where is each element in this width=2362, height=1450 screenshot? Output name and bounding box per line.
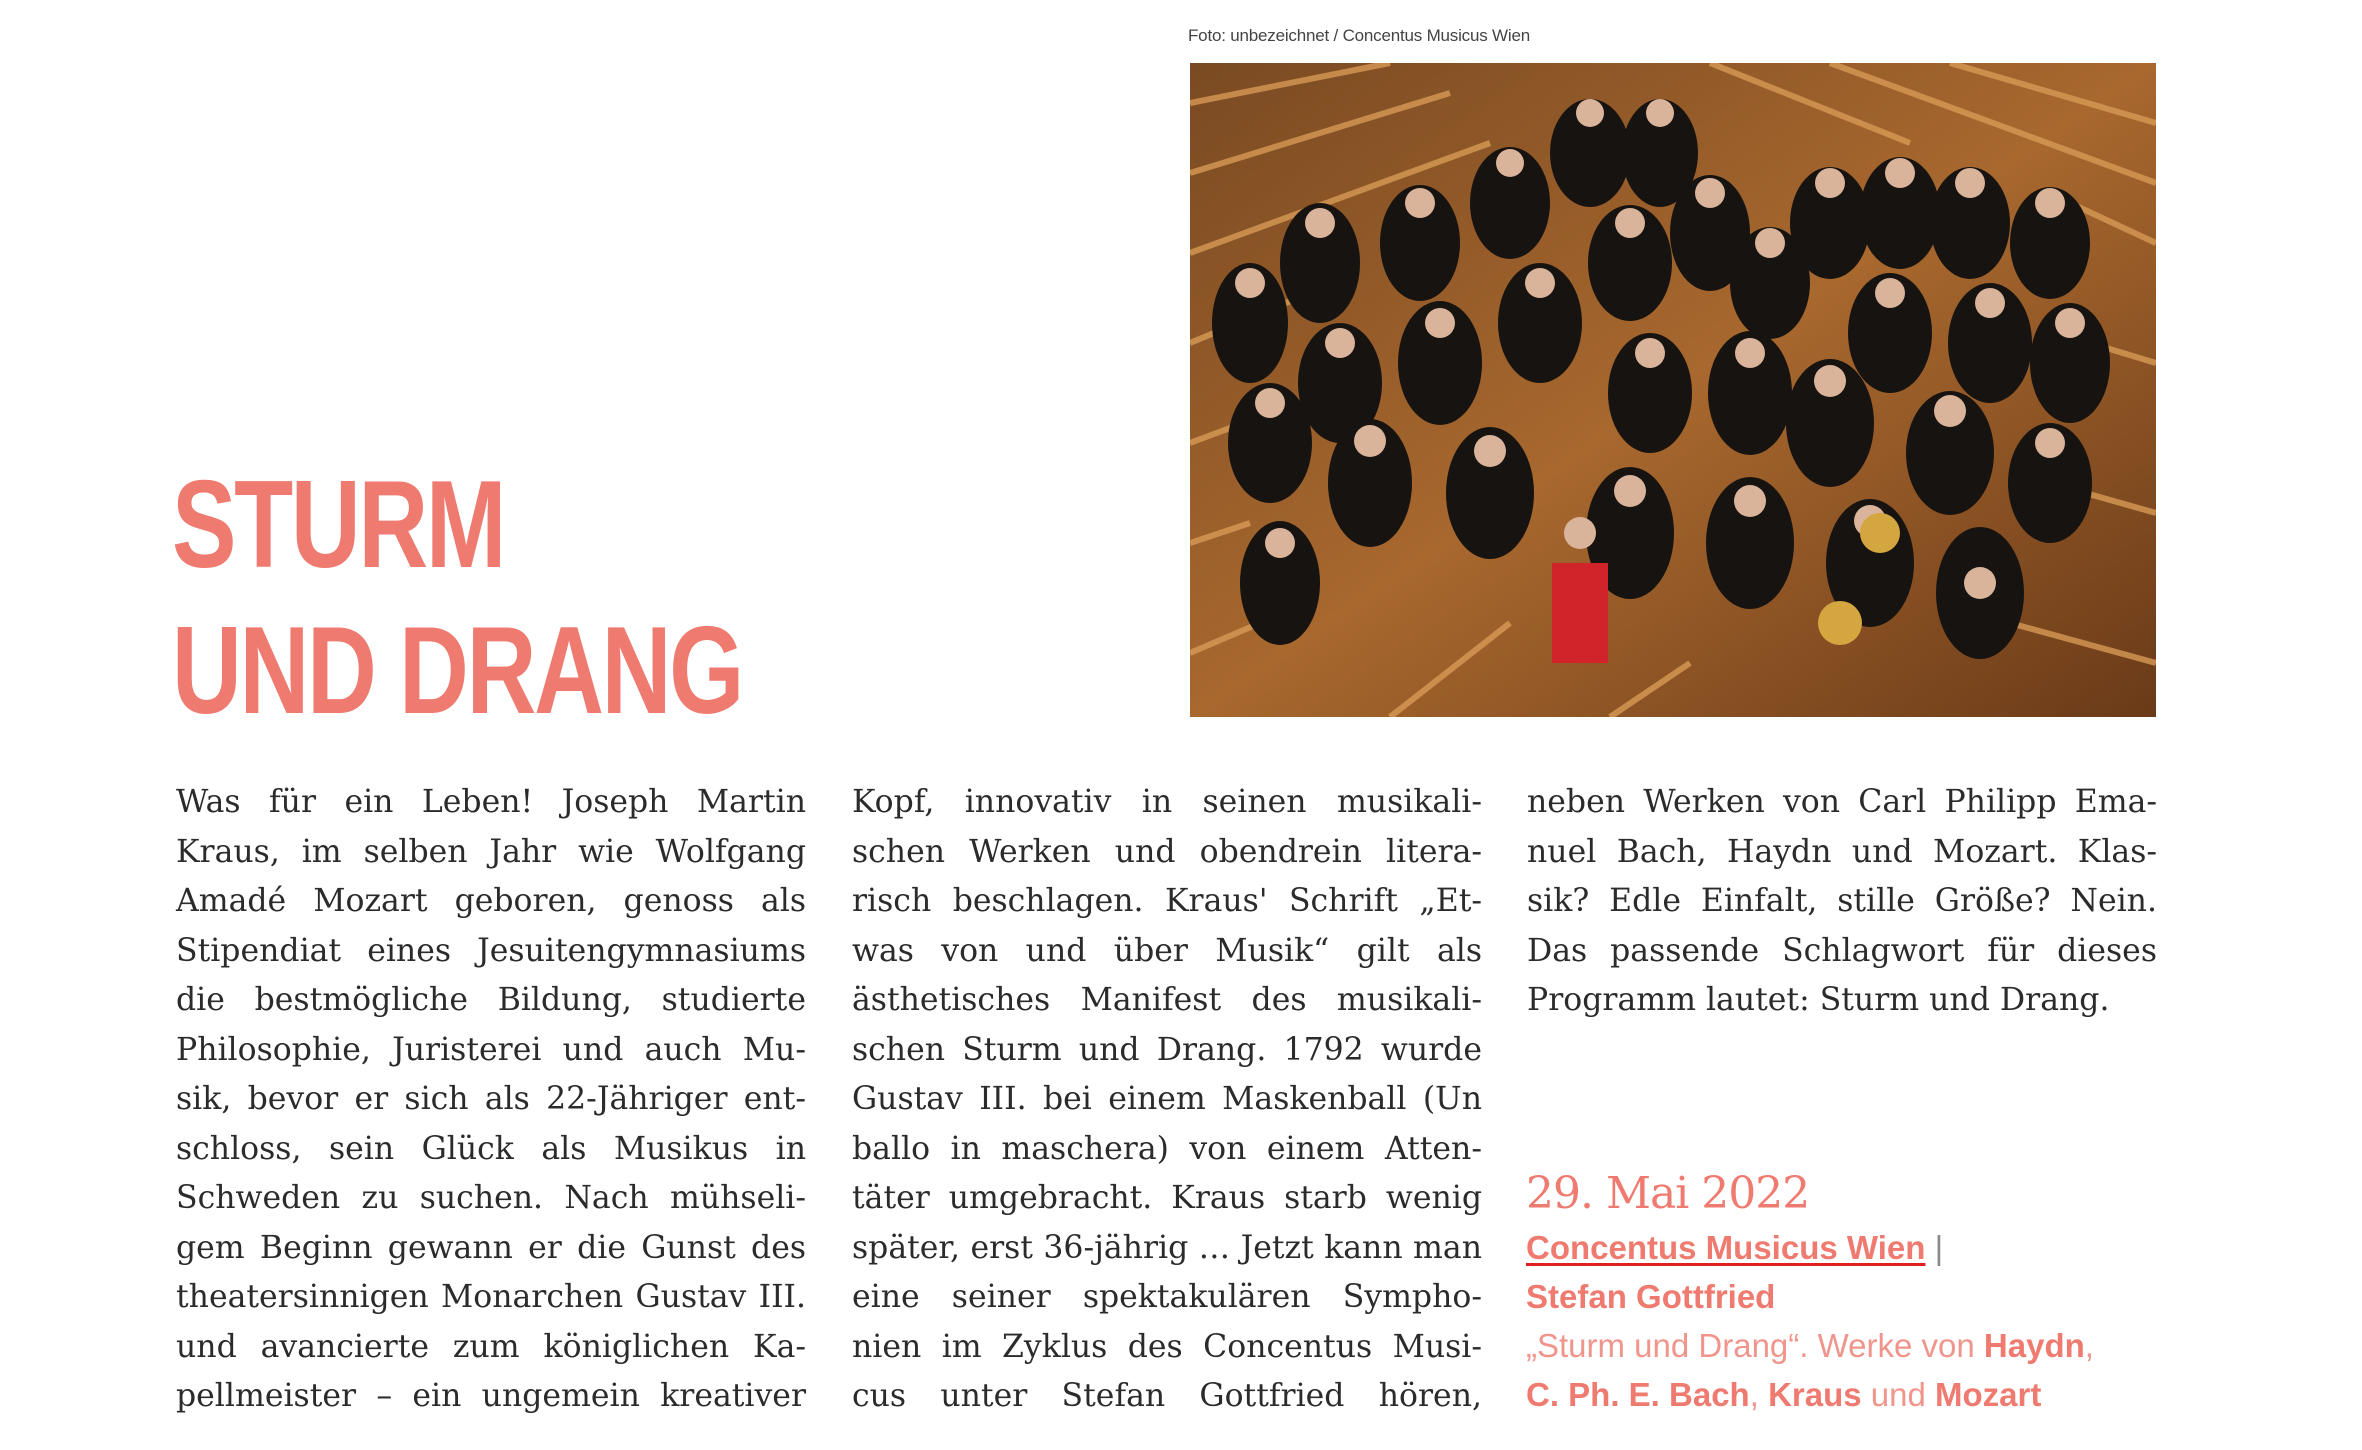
text-line: cus unter Stefan Gottfried hören, <box>852 1378 1482 1414</box>
separator: | <box>1925 1229 1944 1266</box>
comma: , <box>1749 1376 1769 1413</box>
text-line: nien im Zyklus des Concentus Musi- <box>852 1328 1482 1365</box>
text-line: ästhetisches Manifest des musikali- <box>852 982 1482 1018</box>
text-line: Philosophie, Juristerei und auch Mu- <box>176 1031 806 1068</box>
article-column-2 <box>852 778 1482 1422</box>
orchestra-photo-illustration <box>1190 63 2156 717</box>
program-intro: „Sturm und Drang“. Werke von <box>1526 1327 1984 1364</box>
text-line: was von und über Musik“ gilt als <box>852 932 1482 969</box>
text-line: pellmeister – ein ungemein kreativer <box>176 1378 806 1414</box>
text-line: eine seiner spektakulären Sympho- <box>852 1279 1482 1315</box>
headline <box>172 452 742 744</box>
text-line: Kraus, im selben Jahr wie Wolfgang <box>176 833 806 870</box>
event-program-line-1 <box>1526 1321 2166 1370</box>
event-date: 29. Mai 2022 <box>1526 1168 1810 1219</box>
text-line: Das passende Schlagwort für dieses <box>1527 932 2157 969</box>
text-line: Amadé Mozart geboren, genoss als <box>176 883 806 919</box>
text-line: theatersinnigen Monarchen Gustav III. <box>176 1279 806 1315</box>
text-line: ballo in maschera) von einem Atten- <box>852 1130 1482 1167</box>
article-column-1 <box>176 778 806 1422</box>
composer-mozart: Mozart <box>1935 1376 2042 1413</box>
text-line: sik, bevor er sich als 22-Jähriger ent- <box>176 1081 806 1117</box>
text-line: schen Werken und obendrein litera- <box>852 833 1482 870</box>
ensemble-link[interactable]: Concentus Musicus Wien <box>1526 1229 1926 1266</box>
event-program-line-2 <box>1526 1370 2166 1419</box>
orchestra-photo <box>1190 63 2156 717</box>
text-line: Kopf, innovativ in seinen musikali- <box>852 784 1482 820</box>
text-line: die bestmögliche Bildung, studierte <box>176 982 806 1018</box>
comma: , <box>2084 1327 2094 1364</box>
text-line: Stipendiat eines Jesuitengymnasiums <box>176 932 806 969</box>
text-line: Schweden zu suchen. Nach mühseli- <box>176 1180 806 1216</box>
text-line: schen Sturm und Drang. 1792 wurde <box>852 1031 1482 1068</box>
composer-bach: C. Ph. E. Bach <box>1526 1376 1750 1413</box>
text-line: nuel Bach, Haydn und Mozart. Klas- <box>1527 833 2157 870</box>
composer-haydn: Haydn <box>1983 1327 2085 1364</box>
event-performers-line <box>1526 1223 2166 1272</box>
event-info <box>1526 1165 2166 1419</box>
text-line: Was für ein Leben! Joseph Martin <box>176 784 806 820</box>
event-conductor-line <box>1526 1272 2166 1321</box>
text-line: und avancierte zum königlichen Ka- <box>176 1328 806 1365</box>
photo-credit: Foto: unbezeichnet / Concentus Musicus Wien <box>1188 26 1530 45</box>
text-line: täter umgebracht. Kraus starb wenig <box>852 1180 1482 1216</box>
text-line: später, erst 36-jährig … Jetzt kann man <box>852 1229 1482 1266</box>
headline-line-1: STURM <box>172 456 505 594</box>
conjunction: und <box>1861 1376 1936 1413</box>
headline-line-2: UND DRANG <box>172 602 742 740</box>
text-line: Gustav III. bei einem Maskenball (Un <box>852 1081 1482 1117</box>
text-line: gem Beginn gewann er die Gunst des <box>176 1229 806 1266</box>
conductor-name: Stefan Gottfried <box>1526 1278 1776 1315</box>
text-line: sik? Edle Einfalt, stille Größe? Nein. <box>1527 883 2157 919</box>
text-line: schloss, sein Glück als Musikus in <box>176 1130 806 1167</box>
composer-kraus: Kraus <box>1768 1376 1862 1413</box>
article-column-3 <box>1527 778 2157 1026</box>
text-line: neben Werken von Carl Philipp Ema- <box>1527 784 2157 820</box>
text-line: risch beschlagen. Kraus' Schrift „Et- <box>852 883 1482 919</box>
text-line: Programm lautet: Sturm und Drang. <box>1527 982 2110 1018</box>
